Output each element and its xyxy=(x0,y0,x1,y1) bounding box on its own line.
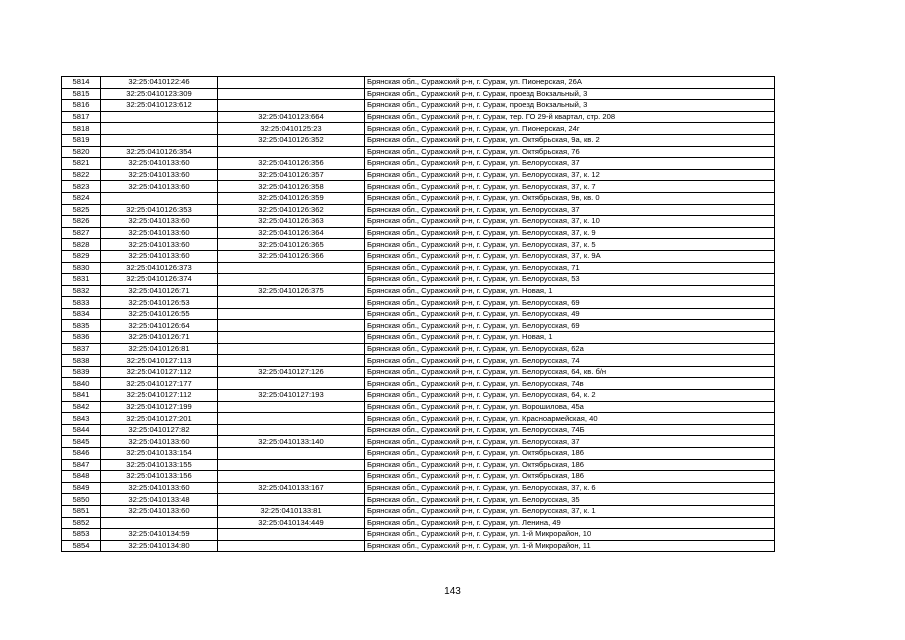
object-cadastral-number-cell xyxy=(218,308,365,320)
row-number-cell: 5832 xyxy=(62,285,101,297)
cadastral-number-cell: 32:25:0410127:177 xyxy=(101,378,218,390)
cadastral-number-cell: 32:25:0410123:612 xyxy=(101,100,218,112)
cadastral-number-cell: 32:25:0410134:80 xyxy=(101,540,218,552)
table-row xyxy=(62,262,775,274)
object-cadastral-number-cell xyxy=(218,332,365,344)
table-row xyxy=(62,332,775,344)
address-cell: Брянская обл., Суражский р-н, г. Сураж, проезд Вокзальный, 3 xyxy=(365,88,775,100)
table-row xyxy=(62,436,775,448)
address-cell: Брянская обл., Суражский р-н, г. Сураж, ул. 1-й Микрорайон, 11 xyxy=(365,540,775,552)
row-number-cell: 5841 xyxy=(62,390,101,402)
object-cadastral-number-cell: 32:25:0410126:366 xyxy=(218,250,365,262)
table-row xyxy=(62,459,775,471)
cadastral-number-cell: 32:25:0410133:48 xyxy=(101,494,218,506)
object-cadastral-number-cell: 32:25:0410125:23 xyxy=(218,123,365,135)
page-number: 143 xyxy=(444,586,461,597)
row-number-cell: 5843 xyxy=(62,413,101,425)
table-row xyxy=(62,216,775,228)
address-cell: Брянская обл., Суражский р-н, г. Сураж, ул. Пионерская, 24г xyxy=(365,123,775,135)
cadastral-number-cell: 32:25:0410127:199 xyxy=(101,401,218,413)
table-row xyxy=(62,308,775,320)
row-number-cell: 5849 xyxy=(62,482,101,494)
row-number-cell: 5825 xyxy=(62,204,101,216)
address-cell: Брянская обл., Суражский р-н, г. Сураж, ул. Белорусская, 74 xyxy=(365,355,775,367)
object-cadastral-number-cell: 32:25:0410126:359 xyxy=(218,192,365,204)
cadastral-number-cell: 32:25:0410133:154 xyxy=(101,448,218,460)
row-number-cell: 5848 xyxy=(62,471,101,483)
table-row xyxy=(62,482,775,494)
object-cadastral-number-cell: 32:25:0410133:167 xyxy=(218,482,365,494)
object-cadastral-number-cell: 32:25:0410126:357 xyxy=(218,169,365,181)
cadastral-number-cell: 32:25:0410126:373 xyxy=(101,262,218,274)
cadastral-number-cell: 32:25:0410133:60 xyxy=(101,158,218,170)
table-row xyxy=(62,401,775,413)
cadastral-number-cell: 32:25:0410133:60 xyxy=(101,227,218,239)
address-cell: Брянская обл., Суражский р-н, г. Сураж, тер. ГО 29-й квартал, стр. 208 xyxy=(365,111,775,123)
object-cadastral-number-cell: 32:25:0410126:365 xyxy=(218,239,365,251)
address-cell: Брянская обл., Суражский р-н, г. Сураж, ул. Октябрьская, 9а, кв. 2 xyxy=(365,134,775,146)
cadastral-number-cell: 32:25:0410133:60 xyxy=(101,250,218,262)
object-cadastral-number-cell xyxy=(218,424,365,436)
address-cell: Брянская обл., Суражский р-н, г. Сураж, ул. Белорусская, 64, кв. б/н xyxy=(365,366,775,378)
table-row xyxy=(62,181,775,193)
table-row xyxy=(62,77,775,89)
row-number-cell: 5844 xyxy=(62,424,101,436)
object-cadastral-number-cell xyxy=(218,378,365,390)
cadastral-number-cell: 32:25:0410133:60 xyxy=(101,169,218,181)
table-row xyxy=(62,366,775,378)
address-cell: Брянская обл., Суражский р-н, г. Сураж, ул. Белорусская, 53 xyxy=(365,274,775,286)
address-cell: Брянская обл., Суражский р-н, г. Сураж, ул. Белорусская, 37, к. 5 xyxy=(365,239,775,251)
row-number-cell: 5821 xyxy=(62,158,101,170)
table-row xyxy=(62,134,775,146)
address-cell: Брянская обл., Суражский р-н, г. Сураж, ул. Белорусская, 62а xyxy=(365,343,775,355)
cadastral-number-cell: 32:25:0410126:354 xyxy=(101,146,218,158)
cadastral-number-cell: 32:25:0410126:64 xyxy=(101,320,218,332)
address-cell: Брянская обл., Суражский р-н, г. Сураж, ул. Новая, 1 xyxy=(365,332,775,344)
row-number-cell: 5850 xyxy=(62,494,101,506)
cadastral-number-cell: 32:25:0410122:46 xyxy=(101,77,218,89)
cadastral-number-cell: 32:25:0410127:113 xyxy=(101,355,218,367)
row-number-cell: 5845 xyxy=(62,436,101,448)
address-cell: Брянская обл., Суражский р-н, г. Сураж, ул. Новая, 1 xyxy=(365,285,775,297)
object-cadastral-number-cell: 32:25:0410126:362 xyxy=(218,204,365,216)
table-row xyxy=(62,424,775,436)
table-row xyxy=(62,343,775,355)
address-cell: Брянская обл., Суражский р-н, г. Сураж, ул. Белорусская, 49 xyxy=(365,308,775,320)
object-cadastral-number-cell xyxy=(218,448,365,460)
table-row xyxy=(62,204,775,216)
object-cadastral-number-cell xyxy=(218,413,365,425)
cadastral-number-cell: 32:25:0410133:60 xyxy=(101,216,218,228)
row-number-cell: 5834 xyxy=(62,308,101,320)
object-cadastral-number-cell xyxy=(218,146,365,158)
object-cadastral-number-cell xyxy=(218,100,365,112)
table-row xyxy=(62,285,775,297)
address-cell: Брянская обл., Суражский р-н, г. Сураж, ул. Белорусская, 37, к. 6 xyxy=(365,482,775,494)
table-row xyxy=(62,355,775,367)
row-number-cell: 5814 xyxy=(62,77,101,89)
cadastral-number-cell: 32:25:0410133:156 xyxy=(101,471,218,483)
row-number-cell: 5823 xyxy=(62,181,101,193)
address-cell: Брянская обл., Суражский р-н, г. Сураж, ул. Октябрьская, 186 xyxy=(365,448,775,460)
address-cell: Брянская обл., Суражский р-н, г. Сураж, проезд Вокзальный, 3 xyxy=(365,100,775,112)
table-row xyxy=(62,448,775,460)
object-cadastral-number-cell xyxy=(218,343,365,355)
table-row xyxy=(62,100,775,112)
registry-table xyxy=(61,76,775,552)
table-row xyxy=(62,413,775,425)
address-cell: Брянская обл., Суражский р-н, г. Сураж, ул. Пионерская, 26А xyxy=(365,77,775,89)
cadastral-number-cell: 32:25:0410133:155 xyxy=(101,459,218,471)
registry-table-body xyxy=(62,77,775,552)
table-row xyxy=(62,378,775,390)
object-cadastral-number-cell: 32:25:0410123:664 xyxy=(218,111,365,123)
cadastral-number-cell xyxy=(101,134,218,146)
address-cell: Брянская обл., Суражский р-н, г. Сураж, ул. Белорусская, 37, к. 9 xyxy=(365,227,775,239)
object-cadastral-number-cell: 32:25:0410133:81 xyxy=(218,505,365,517)
row-number-cell: 5820 xyxy=(62,146,101,158)
table-row xyxy=(62,517,775,529)
cadastral-number-cell: 32:25:0410133:60 xyxy=(101,239,218,251)
table-row xyxy=(62,274,775,286)
object-cadastral-number-cell: 32:25:0410127:126 xyxy=(218,366,365,378)
row-number-cell: 5818 xyxy=(62,123,101,135)
table-row xyxy=(62,88,775,100)
row-number-cell: 5852 xyxy=(62,517,101,529)
cadastral-number-cell: 32:25:0410134:59 xyxy=(101,529,218,541)
address-cell: Брянская обл., Суражский р-н, г. Сураж, ул. Белорусская, 37, к. 10 xyxy=(365,216,775,228)
table-row xyxy=(62,123,775,135)
object-cadastral-number-cell xyxy=(218,297,365,309)
row-number-cell: 5846 xyxy=(62,448,101,460)
address-cell: Брянская обл., Суражский р-н, г. Сураж, ул. Октябрьская, 186 xyxy=(365,459,775,471)
address-cell: Брянская обл., Суражский р-н, г. Сураж, ул. Белорусская, 74в xyxy=(365,378,775,390)
address-cell: Брянская обл., Суражский р-н, г. Сураж, ул. Белорусская, 37, к. 1 xyxy=(365,505,775,517)
address-cell: Брянская обл., Суражский р-н, г. Сураж, ул. 1-й Микрорайон, 10 xyxy=(365,529,775,541)
row-number-cell: 5831 xyxy=(62,274,101,286)
table-row xyxy=(62,390,775,402)
address-cell: Брянская обл., Суражский р-н, г. Сураж, ул. Белорусская, 37 xyxy=(365,158,775,170)
object-cadastral-number-cell: 32:25:0410126:364 xyxy=(218,227,365,239)
address-cell: Брянская обл., Суражский р-н, г. Сураж, ул. Белорусская, 69 xyxy=(365,320,775,332)
cadastral-number-cell: 32:25:0410123:309 xyxy=(101,88,218,100)
cadastral-number-cell: 32:25:0410127:201 xyxy=(101,413,218,425)
row-number-cell: 5854 xyxy=(62,540,101,552)
row-number-cell: 5817 xyxy=(62,111,101,123)
object-cadastral-number-cell xyxy=(218,274,365,286)
row-number-cell: 5837 xyxy=(62,343,101,355)
object-cadastral-number-cell xyxy=(218,401,365,413)
cadastral-number-cell: 32:25:0410133:60 xyxy=(101,181,218,193)
address-cell: Брянская обл., Суражский р-н, г. Сураж, ул. Белорусская, 37, к. 9А xyxy=(365,250,775,262)
cadastral-number-cell: 32:25:0410126:55 xyxy=(101,308,218,320)
cadastral-number-cell: 32:25:0410126:71 xyxy=(101,285,218,297)
table-row xyxy=(62,158,775,170)
object-cadastral-number-cell: 32:25:0410126:356 xyxy=(218,158,365,170)
object-cadastral-number-cell: 32:25:0410126:352 xyxy=(218,134,365,146)
table-row xyxy=(62,320,775,332)
cadastral-number-cell: 32:25:0410126:353 xyxy=(101,204,218,216)
cadastral-number-cell xyxy=(101,517,218,529)
row-number-cell: 5826 xyxy=(62,216,101,228)
address-cell: Брянская обл., Суражский р-н, г. Сураж, ул. Белорусская, 74Б xyxy=(365,424,775,436)
cadastral-number-cell: 32:25:0410126:53 xyxy=(101,297,218,309)
object-cadastral-number-cell xyxy=(218,320,365,332)
object-cadastral-number-cell: 32:25:0410126:358 xyxy=(218,181,365,193)
table-row xyxy=(62,227,775,239)
cadastral-number-cell: 32:25:0410126:374 xyxy=(101,274,218,286)
object-cadastral-number-cell: 32:25:0410134:449 xyxy=(218,517,365,529)
row-number-cell: 5842 xyxy=(62,401,101,413)
cadastral-number-cell: 32:25:0410127:112 xyxy=(101,390,218,402)
cadastral-number-cell: 32:25:0410133:60 xyxy=(101,505,218,517)
table-row xyxy=(62,192,775,204)
address-cell: Брянская обл., Суражский р-н, г. Сураж, ул. Ворошилова, 45а xyxy=(365,401,775,413)
cadastral-number-cell: 32:25:0410127:82 xyxy=(101,424,218,436)
address-cell: Брянская обл., Суражский р-н, г. Сураж, ул. Октябрьская, 186 xyxy=(365,471,775,483)
table-row xyxy=(62,250,775,262)
address-cell: Брянская обл., Суражский р-н, г. Сураж, ул. Белорусская, 37 xyxy=(365,436,775,448)
table-row xyxy=(62,529,775,541)
object-cadastral-number-cell: 32:25:0410127:193 xyxy=(218,390,365,402)
object-cadastral-number-cell: 32:25:0410126:375 xyxy=(218,285,365,297)
table-row xyxy=(62,494,775,506)
address-cell: Брянская обл., Суражский р-н, г. Сураж, ул. Белорусская, 69 xyxy=(365,297,775,309)
row-number-cell: 5815 xyxy=(62,88,101,100)
address-cell: Брянская обл., Суражский р-н, г. Сураж, ул. Белорусская, 37, к. 12 xyxy=(365,169,775,181)
table-row xyxy=(62,505,775,517)
object-cadastral-number-cell xyxy=(218,262,365,274)
object-cadastral-number-cell xyxy=(218,471,365,483)
address-cell: Брянская обл., Суражский р-н, г. Сураж, ул. Белорусская, 37, к. 7 xyxy=(365,181,775,193)
cadastral-number-cell: 32:25:0410133:60 xyxy=(101,436,218,448)
object-cadastral-number-cell xyxy=(218,529,365,541)
row-number-cell: 5853 xyxy=(62,529,101,541)
address-cell: Брянская обл., Суражский р-н, г. Сураж, ул. Красноармейская, 40 xyxy=(365,413,775,425)
object-cadastral-number-cell xyxy=(218,540,365,552)
object-cadastral-number-cell: 32:25:0410126:363 xyxy=(218,216,365,228)
table-row xyxy=(62,540,775,552)
row-number-cell: 5838 xyxy=(62,355,101,367)
address-cell: Брянская обл., Суражский р-н, г. Сураж, ул. Белорусская, 37 xyxy=(365,204,775,216)
object-cadastral-number-cell xyxy=(218,355,365,367)
address-cell: Брянская обл., Суражский р-н, г. Сураж, ул. Белорусская, 35 xyxy=(365,494,775,506)
row-number-cell: 5835 xyxy=(62,320,101,332)
row-number-cell: 5819 xyxy=(62,134,101,146)
object-cadastral-number-cell xyxy=(218,77,365,89)
cadastral-number-cell: 32:25:0410127:112 xyxy=(101,366,218,378)
address-cell: Брянская обл., Суражский р-н, г. Сураж, ул. Белорусская, 71 xyxy=(365,262,775,274)
cadastral-number-cell xyxy=(101,123,218,135)
table-row xyxy=(62,169,775,181)
table-row xyxy=(62,471,775,483)
table-row xyxy=(62,239,775,251)
address-cell: Брянская обл., Суражский р-н, г. Сураж, ул. Ленина, 49 xyxy=(365,517,775,529)
cadastral-number-cell: 32:25:0410126:81 xyxy=(101,343,218,355)
cadastral-number-cell xyxy=(101,192,218,204)
table-row xyxy=(62,146,775,158)
row-number-cell: 5824 xyxy=(62,192,101,204)
row-number-cell: 5840 xyxy=(62,378,101,390)
row-number-cell: 5822 xyxy=(62,169,101,181)
row-number-cell: 5830 xyxy=(62,262,101,274)
object-cadastral-number-cell xyxy=(218,494,365,506)
object-cadastral-number-cell xyxy=(218,88,365,100)
row-number-cell: 5833 xyxy=(62,297,101,309)
row-number-cell: 5839 xyxy=(62,366,101,378)
object-cadastral-number-cell xyxy=(218,459,365,471)
cadastral-number-cell: 32:25:0410126:71 xyxy=(101,332,218,344)
cadastral-number-cell xyxy=(101,111,218,123)
address-cell: Брянская обл., Суражский р-н, г. Сураж, ул. Октябрьская, 76 xyxy=(365,146,775,158)
row-number-cell: 5829 xyxy=(62,250,101,262)
address-cell: Брянская обл., Суражский р-н, г. Сураж, ул. Белорусская, 64, к. 2 xyxy=(365,390,775,402)
cadastral-number-cell: 32:25:0410133:60 xyxy=(101,482,218,494)
object-cadastral-number-cell: 32:25:0410133:140 xyxy=(218,436,365,448)
row-number-cell: 5851 xyxy=(62,505,101,517)
table-row xyxy=(62,297,775,309)
row-number-cell: 5827 xyxy=(62,227,101,239)
row-number-cell: 5828 xyxy=(62,239,101,251)
row-number-cell: 5816 xyxy=(62,100,101,112)
row-number-cell: 5836 xyxy=(62,332,101,344)
table-row xyxy=(62,111,775,123)
address-cell: Брянская обл., Суражский р-н, г. Сураж, ул. Октябрьская, 9в, кв. 0 xyxy=(365,192,775,204)
row-number-cell: 5847 xyxy=(62,459,101,471)
